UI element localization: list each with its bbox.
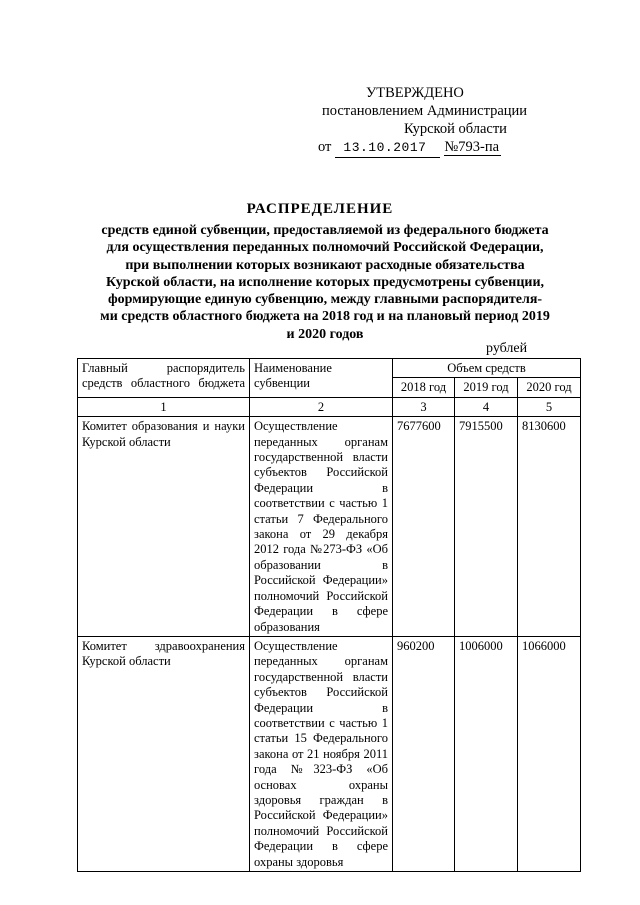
- approval-date: 13.10.2017: [335, 139, 440, 158]
- header-year-2018: 2018 год: [393, 378, 455, 397]
- header-volume: Объем средств: [393, 359, 581, 378]
- approval-stamp: [300, 84, 580, 158]
- subtitle-line: формирующие единую субвенцию, между главными распорядителя-: [107, 292, 543, 308]
- table-row: [78, 417, 581, 637]
- row-manager: Комитет образования и науки Курской области: [78, 417, 250, 637]
- distribution-table: [77, 358, 581, 872]
- column-numbers-row: [78, 397, 581, 416]
- header-year-2019: 2019 год: [455, 378, 518, 397]
- column-number: 5: [518, 397, 581, 416]
- row-value-2018: 7677600: [393, 417, 455, 637]
- subtitle-line: средств единой субвенции, предоставляемой из федерального бюджета: [101, 223, 549, 238]
- approved-label: УТВЕРЖДЕНО: [366, 85, 464, 101]
- approval-date-line: [300, 138, 580, 158]
- row-subvention: Осуществление переданных органам государственной власти субъектов Российской Федерации в соответствии с частью 1 статьи 15 Федерального закона от 21 ноября 2011 года №323-ФЗ «Об основах охраны здоровья граждан в Российской Федерации» полномочий Российской Федерации в сфере охраны здоровья: [250, 636, 393, 871]
- row-manager: Комитет здравоохранения Курской области: [78, 636, 250, 871]
- row-value-2019: 1006000: [455, 636, 518, 871]
- subtitle-line: для осуществления переданных полномочий Российской Федерации,: [106, 240, 544, 256]
- row-value-2018: 960200: [393, 636, 455, 871]
- document-subtitle: [60, 222, 590, 343]
- approved-region: Курской области: [404, 121, 507, 137]
- header-year-2020: 2020 год: [518, 378, 581, 397]
- document-title: РАСПРЕДЕЛЕНИЕ: [246, 201, 394, 217]
- row-value-2020: 8130600: [518, 417, 581, 637]
- row-value-2019: 7915500: [455, 417, 518, 637]
- table-row: [78, 636, 581, 871]
- row-value-2020: 1066000: [518, 636, 581, 871]
- column-number: 3: [393, 397, 455, 416]
- column-number: 1: [78, 397, 250, 416]
- header-manager: Главный распорядитель средств областного бюджета: [78, 359, 250, 398]
- subtitle-line: ми средств областного бюджета на 2018 год и на плановый период 2019: [100, 309, 550, 325]
- table-header-row: [78, 359, 581, 378]
- column-number: 4: [455, 397, 518, 416]
- approval-number: №793-па: [444, 139, 500, 155]
- subtitle-line: при выполнении которых возникают расходные обязательства: [125, 257, 525, 273]
- units-label: рублей: [486, 341, 528, 356]
- column-number: 2: [250, 397, 393, 416]
- row-subvention: Осуществление переданных органам государственной власти субъектов Российской Федерации в соответствии с частью 1 статьи 7 Федерального закона от 29 декабря 2012 года №273-ФЗ «Об образовании в Российской Федерации» полномочий Российской Федерации в сфере образования: [250, 417, 393, 637]
- approved-by: постановлением Администрации: [322, 103, 528, 119]
- subtitle-line: Курской области, на исполнение которых предусмотрены субвенции,: [105, 274, 545, 290]
- header-subvention: Наименование субвенции: [250, 359, 393, 398]
- date-prefix: от: [318, 139, 332, 155]
- subtitle-line: и 2020 годов: [286, 326, 364, 342]
